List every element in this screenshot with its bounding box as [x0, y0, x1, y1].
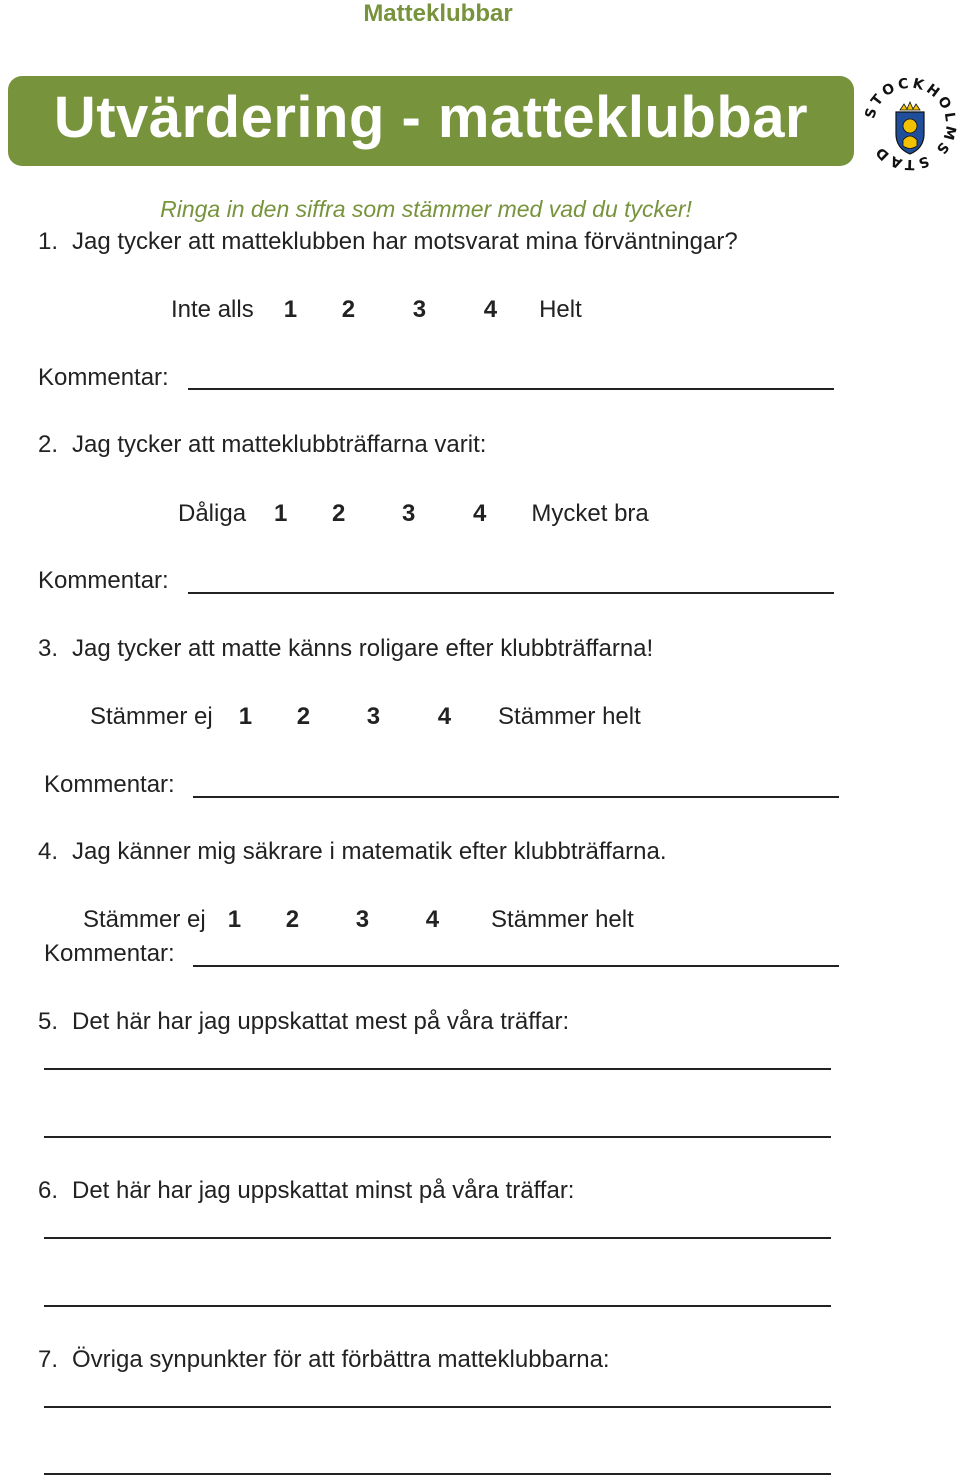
answer-line[interactable]	[44, 1068, 831, 1070]
rating-option[interactable]: 3	[402, 500, 416, 527]
question-number: 3.	[38, 635, 59, 662]
scale-high-label: Mycket bra	[531, 500, 649, 527]
rating-option[interactable]: 3	[355, 906, 370, 933]
question-text: Det här har jag uppskattat minst på våra träffar:	[72, 1177, 575, 1204]
rating-option[interactable]: 1	[283, 296, 298, 323]
stockholm-crest-icon	[862, 76, 958, 172]
scale-high-label: Stämmer helt	[491, 906, 634, 933]
question-number: 5.	[38, 1008, 59, 1035]
scale-high-label: Stämmer helt	[498, 703, 641, 730]
question-text: Jag tycker att matteklubbträffarna varit:	[72, 431, 487, 458]
rating-option[interactable]: 1	[238, 703, 253, 730]
question-number: 2.	[38, 431, 59, 458]
question-number: 1.	[38, 228, 59, 255]
comment-line[interactable]	[193, 796, 839, 798]
question-text: Jag känner mig säkrare i matematik efter klubbträffarna.	[72, 838, 667, 865]
question-text: Jag tycker att matteklubben har motsvarat mina förväntningar?	[72, 228, 738, 255]
rating-option[interactable]: 1	[227, 906, 242, 933]
rating-option[interactable]: 4	[473, 500, 487, 527]
question-1	[38, 228, 738, 256]
comment-line[interactable]	[188, 388, 834, 390]
question-number: 7.	[38, 1346, 59, 1373]
document-title: Utvärdering - matteklubbar	[53, 85, 809, 150]
rating-option[interactable]: 3	[412, 296, 427, 323]
question-text: Det här har jag uppskattat mest på våra träffar:	[72, 1008, 570, 1035]
rating-option[interactable]: 4	[437, 703, 452, 730]
question-5	[38, 1008, 569, 1036]
answer-line[interactable]	[44, 1406, 831, 1408]
rating-option[interactable]: 4	[425, 906, 440, 933]
page-header-title: Matteklubbar	[363, 0, 513, 27]
rating-scale-4	[83, 906, 634, 934]
question-3	[38, 635, 653, 663]
scale-low-label: Dåliga	[178, 500, 247, 527]
rating-option[interactable]: 1	[274, 500, 288, 527]
question-4	[38, 838, 667, 866]
title-banner	[8, 76, 854, 166]
rating-option[interactable]: 2	[332, 500, 346, 527]
rating-option[interactable]: 3	[366, 703, 381, 730]
question-2	[38, 431, 486, 459]
answer-line[interactable]	[44, 1305, 831, 1307]
svg-text:STOCKHOLMS STAD: STOCKHOLMS STAD	[862, 76, 958, 172]
question-6	[38, 1177, 574, 1205]
comment-label: Kommentar:	[38, 364, 169, 391]
stockholms-stad-logo	[862, 76, 958, 172]
answer-line[interactable]	[44, 1136, 831, 1138]
rating-scale-3	[90, 703, 641, 731]
question-number: 6.	[38, 1177, 59, 1204]
rating-option[interactable]: 2	[296, 703, 311, 730]
comment-label: Kommentar:	[44, 771, 175, 798]
rating-option[interactable]: 2	[285, 906, 300, 933]
answer-line[interactable]	[44, 1473, 831, 1475]
rating-scale-1	[171, 296, 582, 324]
rating-option[interactable]: 4	[483, 296, 498, 323]
rating-option[interactable]: 2	[341, 296, 356, 323]
rating-scale-2	[178, 500, 649, 528]
instruction-text: Ringa in den siffra som stämmer med vad du tycker!	[160, 196, 692, 222]
comment-line[interactable]	[188, 592, 834, 594]
scale-low-label: Stämmer ej	[90, 703, 213, 730]
question-text: Övriga synpunkter för att förbättra matteklubbarna:	[72, 1346, 610, 1373]
question-number: 4.	[38, 838, 59, 865]
scale-low-label: Inte alls	[171, 296, 254, 323]
question-7	[38, 1346, 610, 1374]
scale-low-label: Stämmer ej	[83, 906, 206, 933]
answer-line[interactable]	[44, 1237, 831, 1239]
question-text: Jag tycker att matte känns roligare efter klubbträffarna!	[72, 635, 654, 662]
scale-high-label: Helt	[539, 296, 582, 323]
comment-label: Kommentar:	[44, 940, 175, 967]
comment-label: Kommentar:	[38, 567, 169, 594]
comment-line[interactable]	[193, 965, 839, 967]
